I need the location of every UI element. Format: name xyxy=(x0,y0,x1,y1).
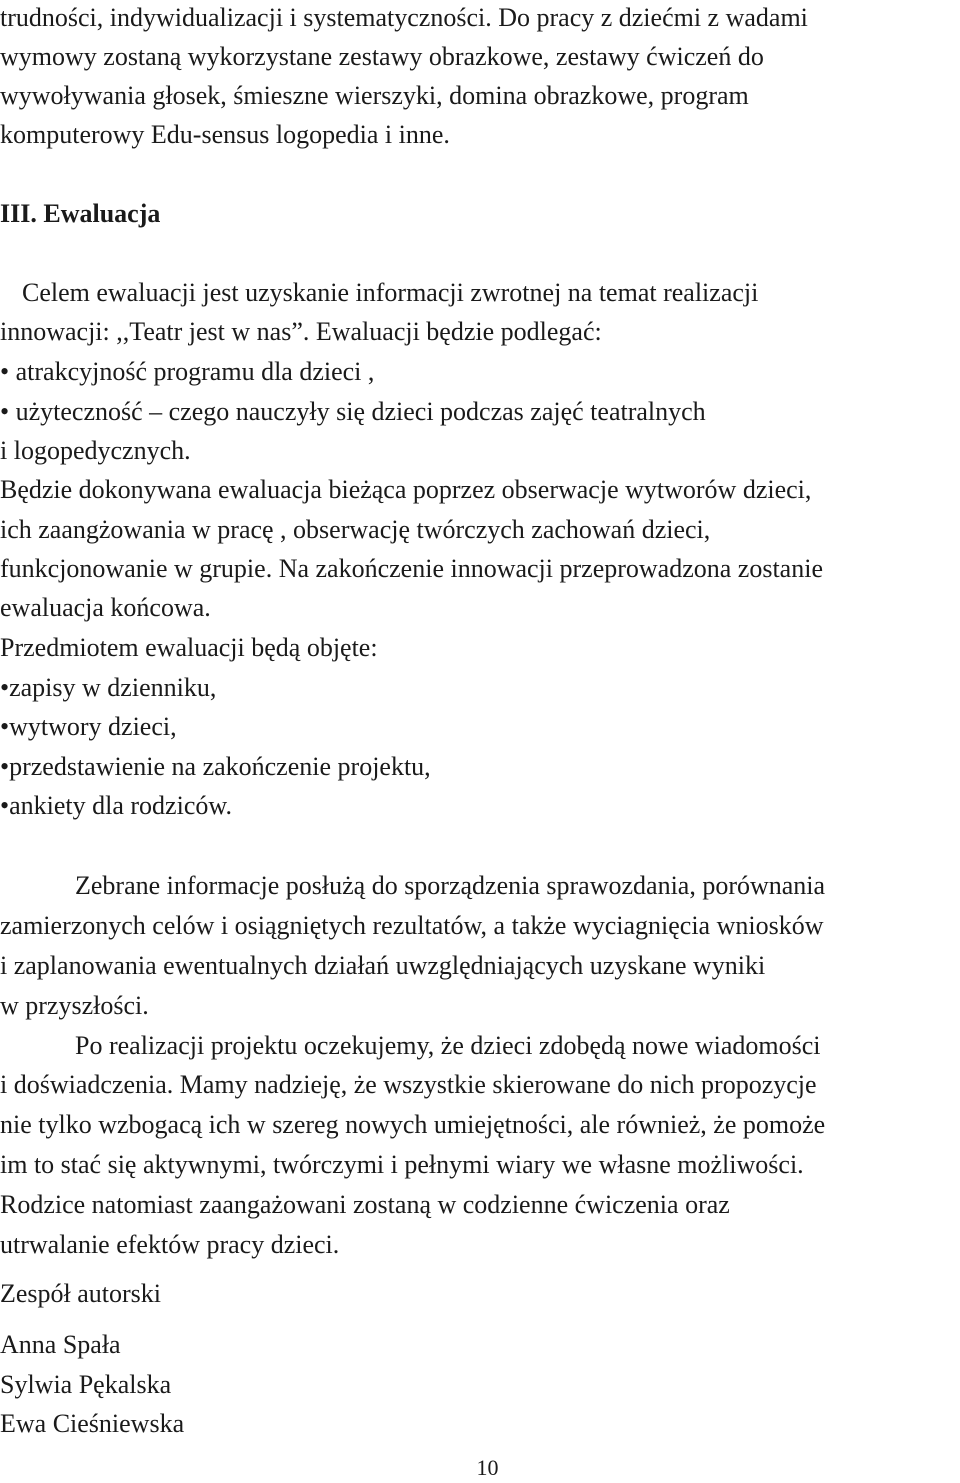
text-line: Po realizacji projektu oczekujemy, że dzieci zdobędą nowe wiadomości xyxy=(75,1031,821,1060)
list-item: • atrakcyjność programu dla dzieci , xyxy=(0,357,375,386)
text-line: i doświadczenia. Mamy nadzieję, że wszystkie skierowane do nich propozycje xyxy=(0,1070,817,1099)
list-item: • użyteczność – czego nauczyły się dzieci podczas zajęć teatralnych xyxy=(0,397,706,426)
text-line: w przyszłości. xyxy=(0,991,149,1020)
section-heading: III. Ewaluacja xyxy=(0,199,161,228)
text-line: im to stać się aktywnymi, twórczymi i pełnymi wiary we własne możliwości. xyxy=(0,1150,804,1179)
list-item: •ankiety dla rodziców. xyxy=(0,791,232,820)
signature-label: Zespół autorski xyxy=(0,1279,162,1308)
text-line: wymowy zostaną wykorzystane zestawy obrazkowe, zestawy ćwiczeń do xyxy=(0,42,764,71)
text-line: Przedmiotem ewaluacji będą objęte: xyxy=(0,633,378,662)
text-line: innowacji: ,,Teatr jest w nas”. Ewaluacji będzie podlegać: xyxy=(0,317,602,346)
list-item: •wytwory dzieci, xyxy=(0,712,177,741)
author-name: Ewa Cieśniewska xyxy=(0,1409,185,1438)
text-line: zamierzonych celów i osiągniętych rezultatów, a także wyciagnięcia wniosków xyxy=(0,911,824,940)
text-line: nie tylko wzbogacą ich w szereg nowych umiejętności, ale również, że pomoże xyxy=(0,1110,826,1139)
text-line: utrwalanie efektów pracy dzieci. xyxy=(0,1230,340,1259)
list-item: •przedstawienie na zakończenie projektu, xyxy=(0,752,431,781)
text-line: wywoływania głosek, śmieszne wierszyki, domina obrazkowe, program xyxy=(0,81,749,110)
text-line: Rodzice natomiast zaangażowani zostaną w codzienne ćwiczenia oraz xyxy=(0,1190,730,1219)
text-line: Celem ewaluacji jest uzyskanie informacji zwrotnej na temat realizacji xyxy=(22,278,759,307)
text-line: Zebrane informacje posłużą do sporządzenia sprawozdania, porównania xyxy=(75,871,826,900)
page-number: 10 xyxy=(476,1455,499,1480)
text-line: funkcjonowanie w grupie. Na zakończenie innowacji przeprowadzona zostanie xyxy=(0,554,823,583)
text-line: ewaluacja końcowa. xyxy=(0,593,211,622)
author-name: Anna Spała xyxy=(0,1330,121,1359)
text-line: trudności, indywidualizacji i systematyczności. Do pracy z dziećmi z wadami xyxy=(0,3,808,32)
text-line: ich zaangżowania w pracę , obserwację twórczych zachowań dzieci, xyxy=(0,515,711,544)
list-item: •zapisy w dzienniku, xyxy=(0,673,217,702)
text-line: komputerowy Edu-sensus logopedia i inne. xyxy=(0,120,450,149)
text-line: i zaplanowania ewentualnych działań uwzględniających uzyskane wyniki xyxy=(0,951,766,980)
text-line: Będzie dokonywana ewaluacja bieżąca poprzez obserwacje wytworów dzieci, xyxy=(0,475,812,504)
author-name: Sylwia Pękalska xyxy=(0,1370,172,1399)
text-line: i logopedycznych. xyxy=(0,436,191,465)
